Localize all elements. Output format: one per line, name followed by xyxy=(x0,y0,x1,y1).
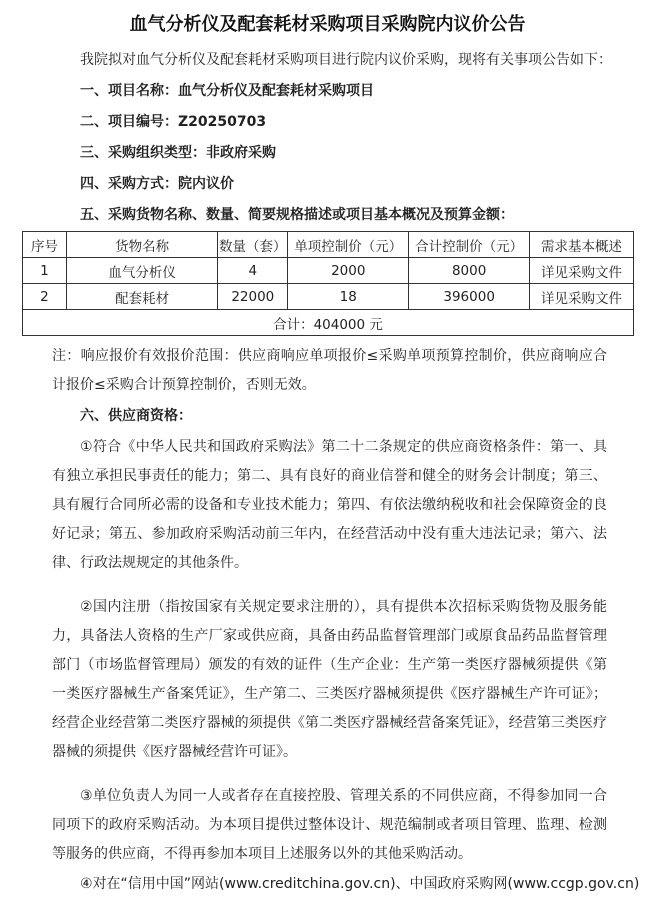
table-header-row xyxy=(23,232,634,258)
cell-goods-name: 血气分析仪 xyxy=(66,258,217,284)
header-unit-price: 单项控制价（元） xyxy=(288,232,409,258)
cell-quantity: 22000 xyxy=(218,284,288,310)
goods-table xyxy=(22,231,634,336)
section-goods-heading: 五、采购货物名称、数量、简要规格描述或项目基本概况及预算金额： xyxy=(80,207,514,223)
cell-unit-price: 18 xyxy=(288,284,409,310)
cell-requirement: 详见采购文件 xyxy=(530,284,634,310)
header-index: 序号 xyxy=(23,232,67,258)
header-goods-name: 货物名称 xyxy=(66,232,217,258)
qualification-item-2: ②国内注册（指按国家有关规定要求注册的），具有提供本次招标采购货物及服务能力，具备法人资格的生产厂家或供应商，具备由药品监督管理部门或原食品药品监督管理部门（市场监督管理局）颁发的有效的证件（生产企业：生产第一类医疗器械须提供《第一类医疗器械生产备案凭证》，生产第二、三类医疗器械须提供《医疗器械生产许可证》；经营企业经营第二类医疗器械的须提供《第二类医疗器械经营备案凭证》，经营第三类医疗器械的须提供《医疗器械经营许可证》。 xyxy=(52,599,607,760)
cell-total-price: 8000 xyxy=(409,258,530,284)
cell-total-price: 396000 xyxy=(409,284,530,310)
section-supplier-qualification: 六、供应商资格： xyxy=(80,408,192,424)
cell-total: 合计：404000 元 xyxy=(23,310,634,336)
cell-requirement: 详见采购文件 xyxy=(530,258,634,284)
qualification-item-4: ④对在“信用中国”网站(www.creditchina.gov.cn)、中国政府采购网(www.ccgp.gov.cn) xyxy=(80,876,640,892)
header-requirement: 需求基本概述 xyxy=(530,232,634,258)
cell-index: 1 xyxy=(23,258,67,284)
cell-index: 2 xyxy=(23,284,67,310)
section-procurement-method: 四、采购方式：院内议价 xyxy=(80,176,234,192)
table-row xyxy=(23,284,634,310)
page-title: 血气分析仪及配套耗材采购项目采购院内议价公告 xyxy=(129,14,526,35)
table-row xyxy=(23,258,634,284)
cell-unit-price: 2000 xyxy=(288,258,409,284)
header-total-price: 合计控制价（元） xyxy=(409,232,530,258)
section-organization-type: 三、采购组织类型：非政府采购 xyxy=(80,145,276,161)
header-quantity: 数量（套） xyxy=(218,232,288,258)
qualification-item-1: ①符合《中华人民共和国政府采购法》第二十二条规定的供应商资格条件：第一、具有独立承担民事责任的能力；第二、具有良好的商业信誉和健全的财务会计制度；第三、具有履行合同所必需的设备和专业技术能力；第四、有依法缴纳税收和社会保障资金的良好记录；第五、参加政府采购活动前三年内，在经营活动中没有重大违法记录；第六、法律、行政法规规定的其他条件。 xyxy=(52,439,607,571)
section-project-number: 二、项目编号：Z20250703 xyxy=(80,114,267,130)
table-total-row xyxy=(23,310,634,336)
price-note: 注：响应报价有效报价范围：供应商响应单项报价≤采购单项预算控制价，供应商响应合计报价≤采购合计预算控制价，否则无效。 xyxy=(52,348,607,393)
section-project-name: 一、项目名称：血气分析仪及配套耗材采购项目 xyxy=(80,83,374,99)
cell-goods-name: 配套耗材 xyxy=(66,284,217,310)
cell-quantity: 4 xyxy=(218,258,288,284)
intro-text: 我院拟对血气分析仪及配套耗材采购项目进行院内议价采购，现将有关事项公告如下： xyxy=(80,52,612,68)
qualification-item-3: ③单位负责人为同一人或者存在直接控股、管理关系的不同供应商，不得参加同一合同项下的政府采购活动。为本项目提供过整体设计、规范编制或者项目管理、监理、检测等服务的供应商，不得再参加本项目上述服务以外的其他采购活动。 xyxy=(52,788,607,862)
